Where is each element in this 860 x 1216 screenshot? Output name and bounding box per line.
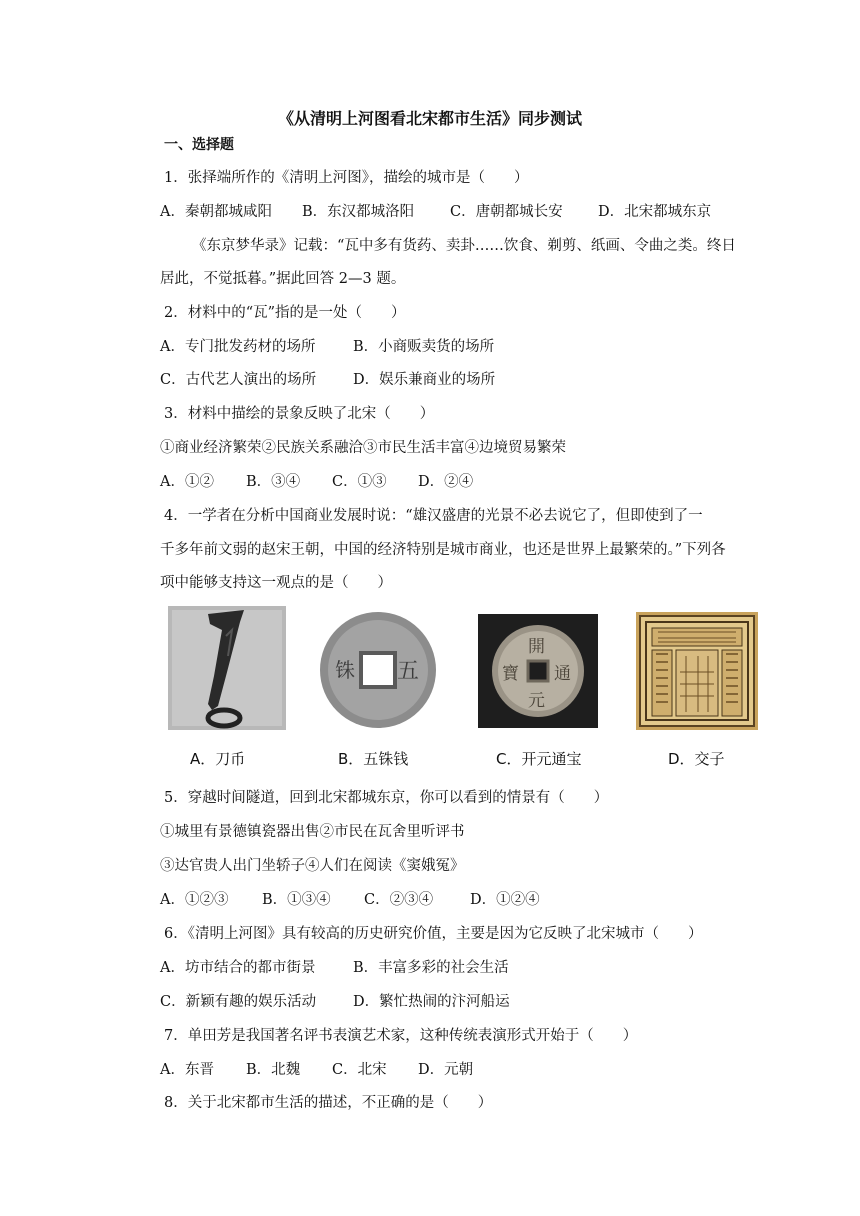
question-5-stem: 5．穿越时间隧道，回到北宋都城东京，你可以看到的情景有（ ）	[164, 790, 609, 806]
option-c: C．①③	[332, 474, 387, 490]
question-1-options	[160, 202, 711, 222]
coin-character: 元	[528, 691, 545, 711]
question-4-line-2: 千多年前文弱的赵宋王朝，中国的经济特别是城市商业，也还是世界上最繁荣的。”下列各	[160, 542, 726, 558]
option-c: C．古代艺人演出的场所	[160, 372, 317, 388]
option-d: D．繁忙热闹的汴河船运	[353, 994, 510, 1010]
option-c: C．②③④	[364, 892, 434, 908]
question-3-options	[160, 472, 473, 492]
question-2-options-row-1	[160, 337, 494, 357]
option-d: D．元朝	[418, 1062, 474, 1078]
option-b: B．丰富多彩的社会生活	[353, 960, 509, 976]
question-8-stem: 8．关于北宋都市生活的描述，不正确的是（ ）	[164, 1095, 493, 1111]
image-caption-d: D．交子	[668, 750, 725, 768]
section-heading: 一、选择题	[164, 137, 234, 153]
option-b: B．东汉都城洛阳	[302, 204, 415, 220]
jiaozi-image	[636, 612, 754, 736]
option-a: A．①②	[160, 474, 214, 490]
question-7-stem: 7．单田芳是我国著名评书表演艺术家，这种传统表演形式开始于（ ）	[164, 1028, 638, 1044]
option-c: C．唐朝都城长安	[450, 204, 563, 220]
option-b: B．③④	[246, 474, 301, 490]
question-5-options	[160, 890, 540, 910]
option-d: D．娱乐兼商业的场所	[353, 372, 496, 388]
option-c: C．北宋	[332, 1062, 387, 1078]
page-title: 《从清明上河图看北宋都市生活》同步测试	[277, 109, 582, 128]
coin-character: 五	[397, 659, 420, 684]
image-caption-c: C．开元通宝	[496, 750, 582, 768]
option-a: A．①②③	[160, 892, 229, 908]
question-4-line-3: 项中能够支持这一观点的是（ ）	[160, 575, 392, 591]
material-line-2: 居此，不觉抵暮。”据此回答 2—3 题。	[160, 271, 406, 287]
coin-character: 通	[554, 664, 571, 684]
option-b: B．小商贩卖货的场所	[353, 339, 495, 355]
question-2-options-row-2	[160, 370, 495, 390]
option-d: D．①②④	[470, 892, 540, 908]
option-d: D．②④	[418, 474, 474, 490]
option-a: A．坊市结合的都市街景	[160, 960, 316, 976]
material-line-1: 《东京梦华录》记载：“瓦中多有货药、卖卦……饮食、剃剪、纸画、令曲之类。终日	[192, 238, 736, 254]
question-6-options-row-1	[160, 958, 509, 978]
option-a: A．东晋	[160, 1062, 214, 1078]
coin-character: 铢	[335, 658, 355, 682]
wuzhu-coin-image	[313, 608, 431, 732]
question-3-items: ①商业经济繁荣②民族关系融洽③市民生活丰富④边境贸易繁荣	[160, 440, 566, 456]
option-b: B．北魏	[246, 1062, 301, 1078]
option-c: C．新颖有趣的娱乐活动	[160, 994, 317, 1010]
question-3-stem: 3．材料中描绘的景象反映了北宋（ ）	[164, 406, 435, 422]
option-d: D．北宋都城东京	[598, 204, 712, 220]
coin-character: 寶	[502, 664, 519, 684]
question-6-stem: 6．《清明上河图》具有较高的历史研究价值，主要是因为它反映了北宋城市（ ）	[164, 926, 703, 942]
option-b: B．①③④	[262, 892, 331, 908]
question-2-stem: 2．材料中的“瓦”指的是一处（ ）	[164, 305, 406, 321]
option-a: A．专门批发药材的场所	[160, 339, 316, 355]
question-5-items-2: ③达官贵人出门坐轿子④人们在阅读《窦娥冤》	[160, 858, 465, 874]
coin-character: 開	[528, 637, 545, 657]
question-1-stem: 1．张择端所作的《清明上河图》，描绘的城市是（ ）	[164, 170, 529, 186]
image-caption-a: A．刀币	[190, 750, 246, 768]
question-5-items-1: ①城里有景德镇瓷器出售②市民在瓦舍里听评书	[160, 824, 465, 840]
image-caption-b: B．五铢钱	[338, 750, 409, 768]
question-4-line-1: 4．一学者在分析中国商业发展时说：“雄汉盛唐的光景不必去说它了，但即使到了一	[164, 508, 703, 524]
kaiyuan-tongbao-image	[478, 614, 596, 738]
question-6-options-row-2	[160, 992, 510, 1012]
knife-coin-image	[168, 606, 286, 730]
option-a: A．秦朝都城咸阳	[160, 204, 272, 220]
question-7-options	[160, 1060, 473, 1080]
